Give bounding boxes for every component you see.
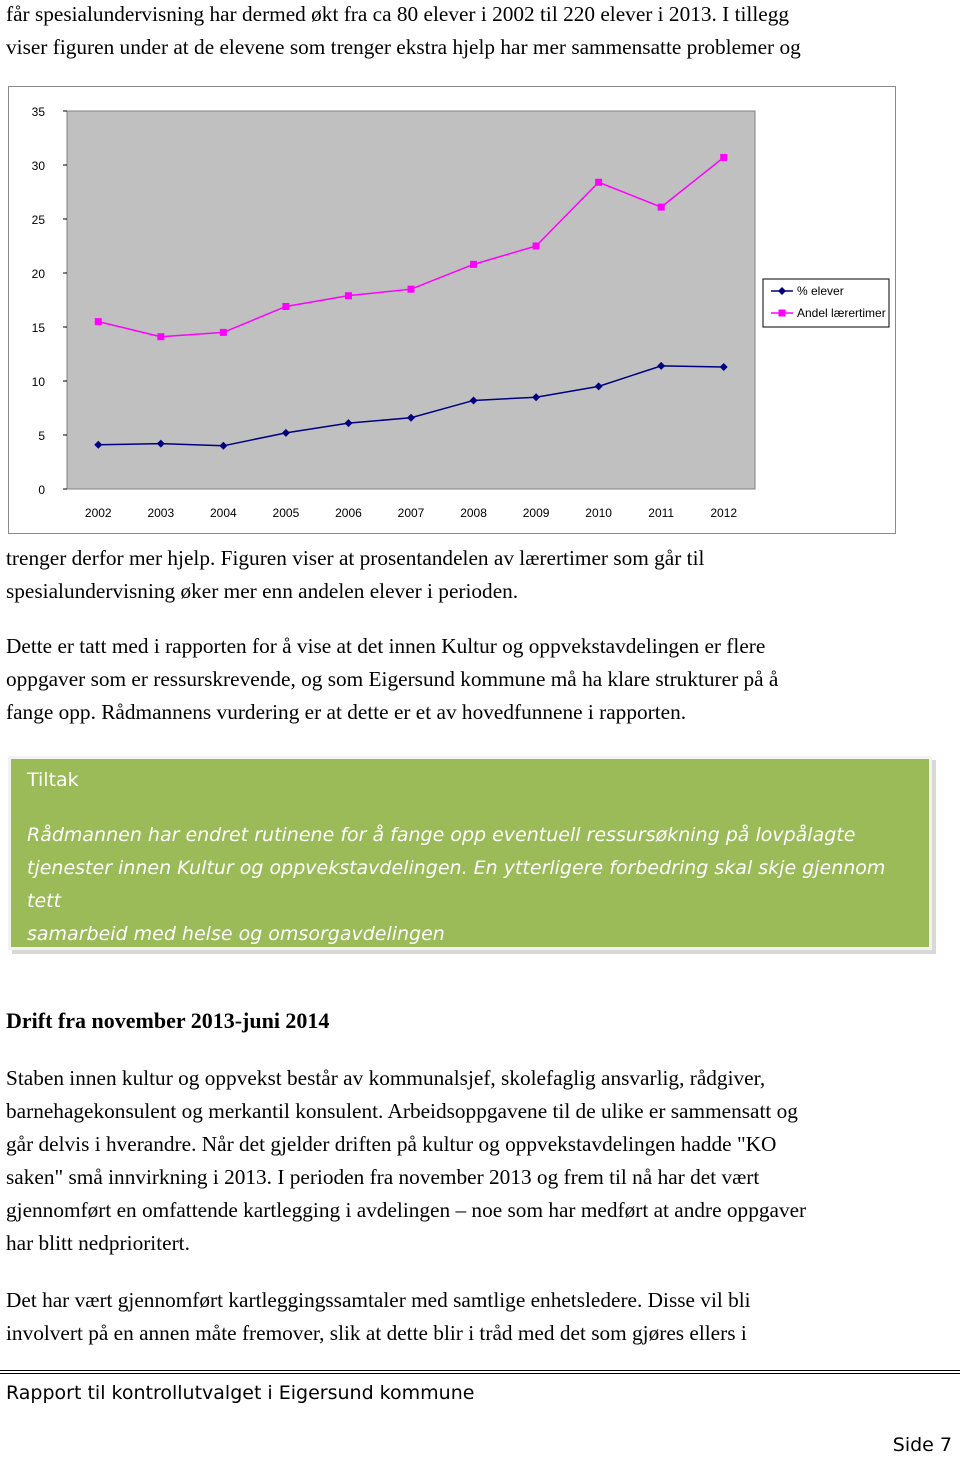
after-chart-line-1: trenger derfor mer hjelp. Figuren viser at prosentandelen av lærertimer som går til bbox=[6, 546, 705, 570]
section-p1-line-1: Staben innen kultur og oppvekst består av kommunalsjef, skolefaglig ansvarlig, rådgiver, bbox=[6, 1066, 766, 1090]
footer-divider-2 bbox=[0, 1373, 960, 1374]
y-tick-label: 10 bbox=[31, 375, 45, 389]
x-tick-label: 2008 bbox=[460, 506, 487, 520]
x-tick-label: 2005 bbox=[272, 506, 300, 520]
section-p1-line-4: saken" små innvirkning i 2013. I perioden fra november 2013 og frem til nå har det vært bbox=[6, 1165, 760, 1189]
footer-text: Rapport til kontrollutvalget i Eigersund kommune bbox=[6, 1382, 475, 1404]
data-point-square bbox=[408, 286, 415, 293]
x-tick-label: 2012 bbox=[710, 506, 738, 520]
intro-line-1: får spesialundervisning har dermed økt fra ca 80 elever i 2002 til 220 elever i 2013. I tillegg bbox=[6, 2, 790, 26]
data-point-square bbox=[345, 292, 352, 299]
page-number: Side 7 bbox=[892, 1434, 952, 1456]
data-point-square bbox=[533, 243, 540, 250]
section-p1-line-6: har blitt nedprioritert. bbox=[6, 1231, 190, 1255]
data-point-square bbox=[157, 333, 164, 340]
callout-line-3: samarbeid med helse og omsorgavdelingen bbox=[27, 923, 445, 945]
x-tick-label: 2004 bbox=[210, 506, 237, 520]
x-tick-label: 2006 bbox=[335, 506, 362, 520]
x-tick-label: 2009 bbox=[522, 506, 550, 520]
y-tick-label: 0 bbox=[38, 483, 45, 497]
y-tick-label: 5 bbox=[38, 429, 45, 443]
x-tick-label: 2007 bbox=[397, 506, 425, 520]
x-tick-label: 2010 bbox=[585, 506, 612, 520]
y-tick-label: 30 bbox=[31, 159, 45, 173]
data-point-square bbox=[220, 329, 227, 336]
legend-label: Andel lærertimer bbox=[797, 306, 886, 320]
data-point-square bbox=[595, 179, 602, 186]
y-tick-label: 25 bbox=[31, 213, 45, 227]
intro-line-2: viser figuren under at de elevene som trenger ekstra hjelp har mer sammensatte problemer og bbox=[6, 35, 801, 59]
callout-title: Tiltak bbox=[27, 769, 79, 791]
section-p1-line-3: går delvis i hverandre. Når det gjelder driften på kultur og oppvekstavdelingen hadde "KO bbox=[6, 1132, 777, 1156]
x-tick-label: 2002 bbox=[84, 506, 112, 520]
footer-divider bbox=[0, 1370, 960, 1371]
paragraph2-line-2: oppgaver som er ressurskrevende, og som Eigersund kommune må ha klare strukturer på å bbox=[6, 667, 779, 691]
plot-area bbox=[67, 111, 755, 489]
x-tick-label: 2003 bbox=[147, 506, 175, 520]
legend bbox=[763, 279, 889, 327]
callout-body bbox=[27, 819, 917, 951]
callout-line-1: Rådmannen har endret rutinene for å fange opp eventuell ressursøkning på lovpålagte bbox=[27, 824, 856, 846]
data-point-square bbox=[720, 154, 727, 161]
y-axis-ticks bbox=[32, 105, 67, 497]
section-p2-line-1: Det har vært gjennomført kartleggingssamtaler med samtlige enhetsledere. Disse vil bli bbox=[6, 1288, 751, 1312]
section-p1-line-5: gjennomført en omfattende kartlegging i avdelingen – noe som har medført at andre oppgaver bbox=[6, 1198, 807, 1222]
after-chart-line-2: spesialundervisning øker mer enn andelen elever i perioden. bbox=[6, 579, 519, 603]
section-heading: Drift fra november 2013-juni 2014 bbox=[6, 1008, 330, 1033]
chart-svg bbox=[9, 87, 895, 533]
callout-line-2: tjenester innen Kultur og oppvekstavdelingen. En ytterligere forbedring skal skje gjennom tett bbox=[27, 857, 886, 912]
section-p1-line-2: barnehagekonsulent og merkantil konsulent. Arbeidsoppgavene til de ulike er sammensatt og bbox=[6, 1099, 798, 1123]
y-tick-label: 15 bbox=[31, 321, 45, 335]
data-point-square bbox=[282, 303, 289, 310]
paragraph2-line-3: fange opp. Rådmannens vurdering er at dette er et av hovedfunnene i rapporten. bbox=[6, 700, 687, 724]
paragraph2-line-1: Dette er tatt med i rapporten for å vise at det innen Kultur og oppvekstavdelingen er flere bbox=[6, 634, 766, 658]
data-point-square bbox=[658, 204, 665, 211]
x-axis-ticks bbox=[85, 506, 737, 520]
y-tick-label: 20 bbox=[31, 267, 45, 281]
x-tick-label: 2011 bbox=[648, 506, 675, 520]
legend-marker-square bbox=[779, 310, 786, 317]
line-chart bbox=[8, 86, 896, 534]
legend-label: % elever bbox=[797, 284, 844, 298]
data-point-square bbox=[470, 261, 477, 268]
section-p2-line-2: involvert på en annen måte fremover, slik at dette blir i tråd med det som gjøres ellers i bbox=[6, 1321, 747, 1345]
data-point-square bbox=[95, 318, 102, 325]
y-tick-label: 35 bbox=[31, 105, 45, 119]
tiltak-callout bbox=[8, 756, 932, 950]
